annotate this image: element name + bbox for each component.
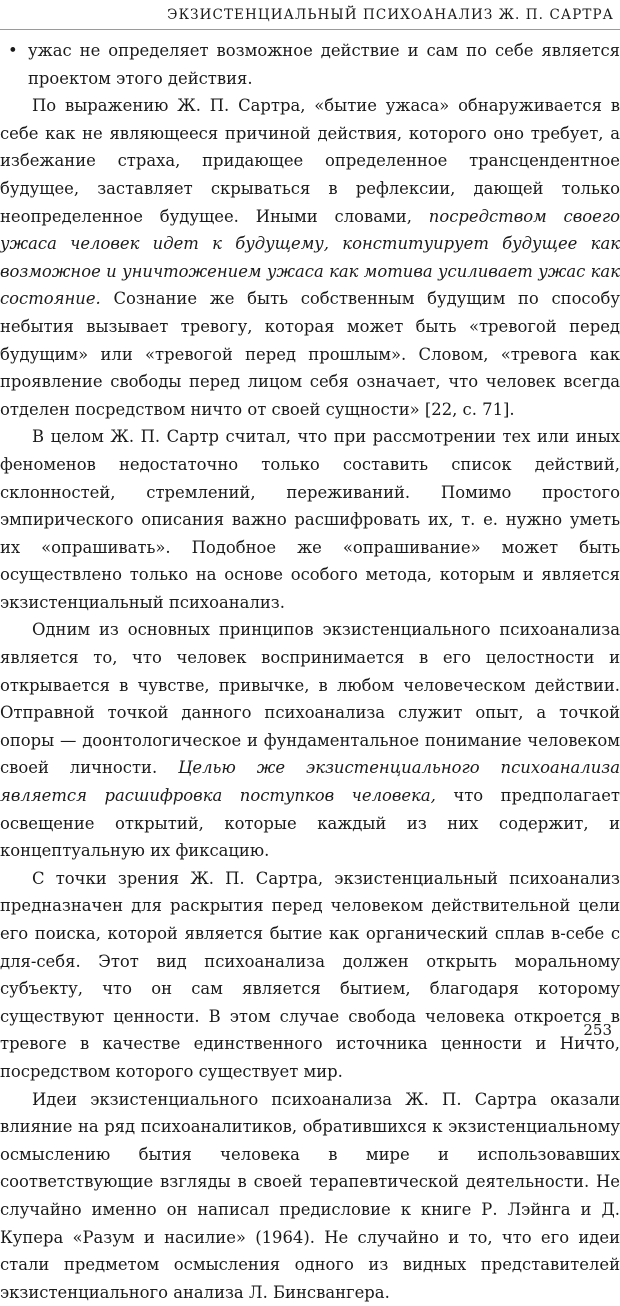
bullet-text: ужас не определяет возможное действие и сам по себе является проектом этого действия. bbox=[28, 41, 620, 88]
paragraph-3-text-c: что предполагает освещение открытий, которые каждый из них содержит, и концептуальную их фиксацию. bbox=[0, 786, 620, 861]
paragraph-5: Идеи экзистенциального психоанализа Ж. П. Сартра оказали влияние на ряд психоаналитиков, обратившихся к экзистенциальному осмыслению бытия человека в мире и использовавших соответствующие взгляды в своей терапевтической деятельности. Не случайно именно он написал предисловие к книге Р. Лэйнга и Д. Купера «Разум и насилие» (1964). Не случайно и то, что его идеи стали предметом осмысления одного из видных представителей экзистенциального анализа Л. Бинсвангера. bbox=[0, 1089, 620, 1302]
paragraph-1-text-a: По выражению Ж. П. Сартра, «бытие ужаса» обнаруживается в себе как не являющееся причиной действия, которого оно требует, а избежание страха, придающее определенное трансцендентное будущее, заставляет скрываться в рефлексии, дающей только неопределенное будущее. Иными словами, bbox=[0, 96, 620, 226]
body-text bbox=[0, 37, 620, 1306]
paragraph-3 bbox=[0, 616, 620, 864]
bullet-mark: • bbox=[8, 41, 18, 60]
running-head: ЭКЗИСТЕНЦИАЛЬНЫЙ ПСИХОАНАЛИЗ Ж. П. САРТРА bbox=[0, 4, 620, 30]
paragraph-3-text-a: Одним из основных принципов экзистенциального психоанализа является то, что человек воспринимается в его целостности и открывается в чувстве, привычке, в любом человеческом действии. Отправной точкой данного психоанализа служит опыт, а точкой опоры — доонтологическое и фундаментальное понимание человеком своей личности. bbox=[0, 620, 620, 778]
paragraph-4: С точки зрения Ж. П. Сартра, экзистенциальный психоанализ предназначен для раскрытия перед человеком действительной цели его поиска, которой является бытие как органический сплав в-себе с для-себя. Этот вид психоанализа должен открыть моральному субъекту, что он сам является бытием, благодаря которому существуют ценности. В этом случае свобода человека откроется в тревоге в качестве единственного источника ценности и Ничто, посредством которого существует мир. bbox=[0, 868, 620, 1081]
paragraph-2: В целом Ж. П. Сартр считал, что при рассмотрении тех или иных феноменов недостаточно только составить список действий, склонностей, стремлений, переживаний. Помимо простого эмпирического описания важно расшифровать их, т. е. нужно уметь их «опрашивать». Подобное же «опрашивание» может быть осуществлено только на основе особого метода, которым и является экзистенциальный психоанализ. bbox=[0, 427, 620, 612]
bullet-item bbox=[0, 37, 620, 92]
paragraph-1-text-c: Сознание же быть собственным будущим по способу небытия вызывает тревогу, которая может быть «тревогой перед будущим» или «тревогой перед прошлым». Словом, «тревога как проявление свободы перед лицом себя означает, что человек всегда отделен посредством ничто от своей сущности» [22, с. 71]. bbox=[0, 289, 620, 419]
paragraph-1 bbox=[0, 92, 620, 423]
paragraph-3-italic: Целью же экзистенциального психоанализа является расшифровка поступков человека, bbox=[0, 758, 620, 806]
page-number: 253 bbox=[583, 1021, 612, 1039]
paragraph-1-italic: посредством своего ужаса человек идет к будущему, конституирует будущее как возможное и уничтожением ужаса как мотива усиливает ужас как состояние. bbox=[0, 206, 620, 309]
